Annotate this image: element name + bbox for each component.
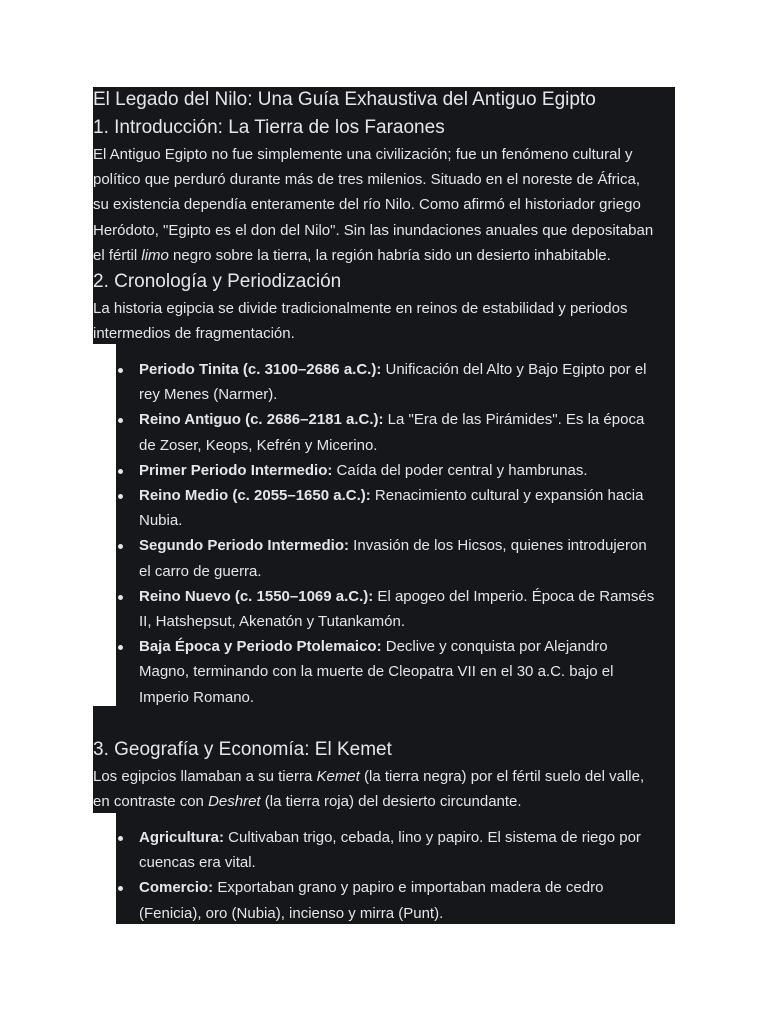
paragraph-line: El Antiguo Egipto no fue simplemente una civilización; fue un fenómeno cultural y [93,146,633,163]
text-run: el fértil [93,246,142,264]
bullet-icon [118,645,123,650]
list-item-text: Imperio Romano. [139,688,255,706]
section-3-heading: 3. Geografía y Economía: El Kemet [93,739,392,760]
list-item-line [139,584,675,609]
paragraph-line: intermedios de fragmentación. [93,325,295,343]
list-item-text: Invasión de los Hicsos, quienes introdujeron [349,537,647,555]
section-1-heading: 1. Introducción: La Tierra de los Faraones [93,117,445,138]
list-item-text: Declive y conquista por Alejandro [381,638,608,656]
dark-block-list-1 [116,344,675,706]
list-item-line [139,609,675,634]
list-item-text: cuencas era vital. [139,854,256,872]
list-item-line [139,634,675,659]
section-2-heading: 2. Cronología y Periodización [93,271,342,292]
list-item-line [139,875,675,900]
list-item-term: Primer Periodo Intermedio: [139,461,333,479]
list-item-text: Exportaban grano y papiro e importaban madera de cedro [213,879,604,897]
list-item-text: Unificación del Alto y Bajo Egipto por el [381,361,647,378]
dark-block-top [93,87,675,344]
bullet-icon [118,494,123,499]
list-item-term: Reino Antiguo (c. 2686–2181 a.C.): [139,411,384,429]
list-item-line [139,533,675,558]
list-item-line [139,508,675,533]
text-run: Los egipcios llamaban a su tierra [93,768,317,785]
emphasis: limo [141,246,169,264]
bullet-icon [118,595,123,600]
section-3-paragraph [93,764,644,814]
chronology-list [116,357,675,710]
list-item-term: Comercio: [139,879,214,897]
list-item-line [139,382,675,407]
list-item-line [139,901,675,926]
document-title: El Legado del Nilo: Una Guía Exhaustiva del Antiguo Egipto [93,89,596,110]
list-item-line [139,458,675,483]
list-item [116,483,675,533]
list-item-text: Renacimiento cultural y expansión hacia [370,487,644,505]
list-item-text: Caída del poder central y hambrunas. [332,461,588,479]
emphasis: Deshret [208,793,261,811]
paragraph-line: su existencia dependía enteramente del río Nilo. Como afirmó el historiador griego [93,196,641,214]
bullet-icon [118,469,123,474]
list-item [116,533,675,583]
list-item-term: Periodo Tinita (c. 3100–2686 a.C.): [139,361,382,378]
list-item-term: Agricultura: [139,829,225,846]
bullet-icon [118,418,123,423]
list-item-line [139,407,675,432]
section-1-paragraph [93,142,653,268]
list-item [116,357,675,407]
list-item-term: Reino Medio (c. 2055–1650 a.C.): [139,487,371,505]
list-item-text: II, Hatshepsut, Akenatón y Tutankamón. [139,613,405,631]
section-2-intro [93,296,628,346]
economy-list [116,825,675,926]
list-item-line [139,659,675,684]
list-item [116,634,675,710]
dark-block-list-2 [116,813,675,924]
list-item [116,407,675,457]
list-item-line [139,825,675,850]
paragraph-line [93,764,644,789]
text-run: en contraste con [93,793,209,811]
text-run: (la tierra roja) del desierto circundante. [260,793,522,811]
list-item-line [139,483,675,508]
paragraph-line [93,243,653,268]
list-item-line [139,559,675,584]
list-item-term: Segundo Periodo Intermedio: [139,537,350,555]
list-item-text: Nubia. [139,512,183,530]
dark-block-section-3 [93,706,675,813]
list-item-term: Reino Nuevo (c. 1550–1069 a.C.): [139,587,374,605]
list-item-line [139,357,675,382]
emphasis: Kemet [316,768,360,785]
text-run: negro sobre la tierra, la región habría sido un desierto inhabitable. [168,246,611,264]
list-item-text: El apogeo del Imperio. Época de Ramsés [373,587,655,605]
list-item [116,825,675,875]
list-item [116,875,675,925]
list-item-text: rey Menes (Narmer). [139,386,278,404]
list-item-text: el carro de guerra. [139,562,262,580]
list-item-text: Magno, terminando con la muerte de Cleopatra VII en el 30 a.C. bajo el [139,663,614,681]
bullet-icon [118,836,123,841]
list-item-line [139,850,675,875]
bullet-icon [118,544,123,549]
list-item [116,584,675,634]
paragraph-line: La historia egipcia se divide tradicionalmente en reinos de estabilidad y periodos [93,300,628,317]
text-run: (la tierra negra) por el fértil suelo del valle, [359,768,645,785]
bullet-icon [118,886,123,891]
list-item-text: La "Era de las Pirámides". Es la época [383,411,645,429]
bullet-icon [118,368,123,373]
paragraph-line [93,789,644,814]
list-item-line [139,433,675,458]
list-item [116,458,675,483]
list-item-term: Baja Época y Periodo Ptolemaico: [139,638,382,656]
paragraph-line: político que perduró durante más de tres milenios. Situado en el noreste de África, [93,171,640,189]
list-item-text: (Fenicia), oro (Nubia), incienso y mirra (Punt). [139,904,444,922]
list-item-text: de Zoser, Keops, Kefrén y Micerino. [139,436,378,454]
paragraph-line: Heródoto, "Egipto es el don del Nilo". Sin las inundaciones anuales que depositaban [93,221,654,239]
list-item-text: Cultivaban trigo, cebada, lino y papiro. El sistema de riego por [224,829,641,846]
